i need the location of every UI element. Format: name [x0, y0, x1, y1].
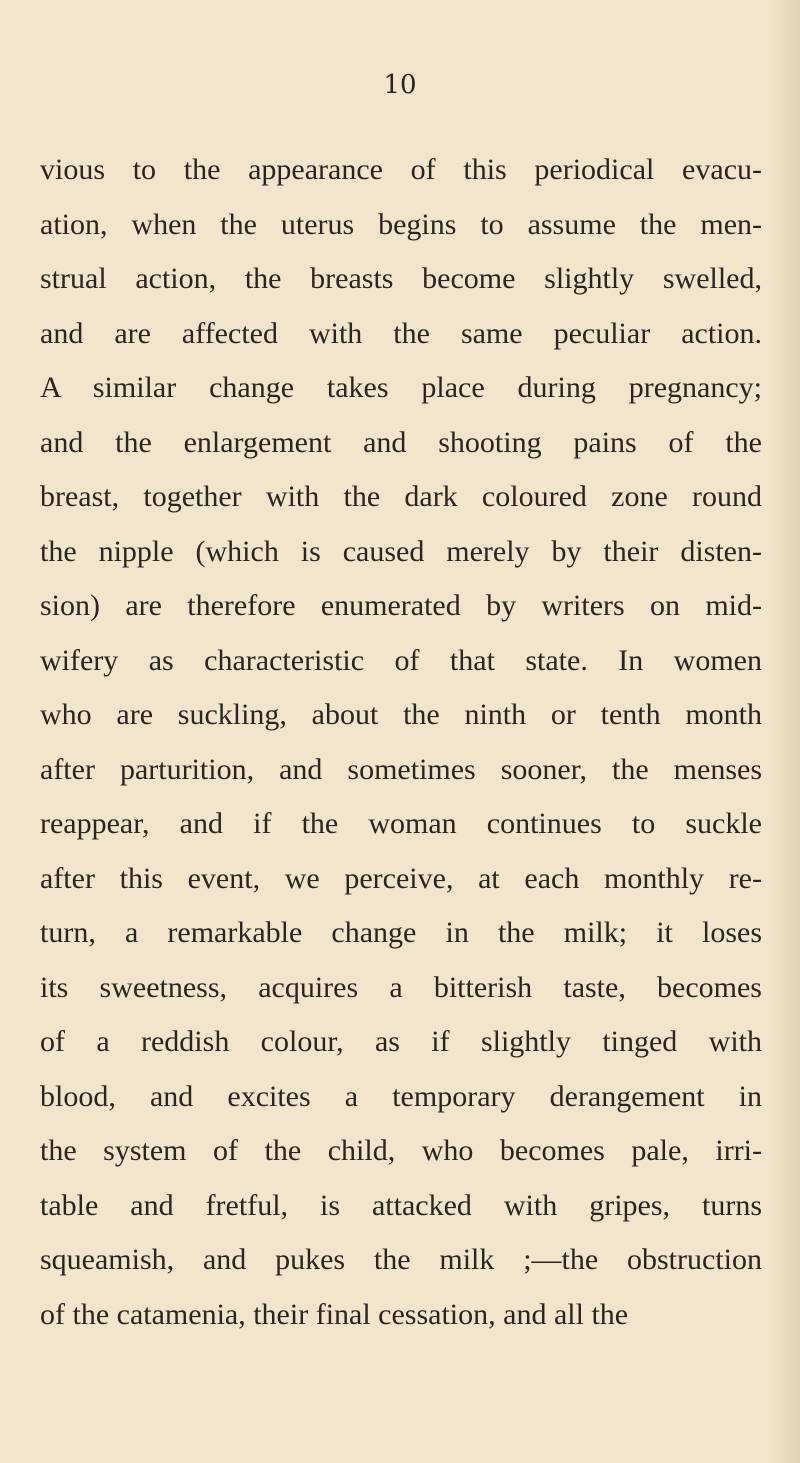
text-line: ation, when the uterus begins to assume the men- — [40, 207, 762, 241]
text-line: sion) are therefore enumerated by writers on mid- — [40, 589, 762, 622]
text-line: and are affected with the same peculiar action. — [40, 316, 762, 350]
text-line: blood, and excites a temporary derangement in — [40, 1079, 762, 1113]
text-line: after parturition, and sometimes sooner, the menses — [40, 752, 762, 786]
text-line: the nipple (which is caused merely by their disten- — [40, 534, 762, 568]
body-text — [40, 143, 762, 1342]
text-line: its sweetness, acquires a bitterish taste, becomes — [40, 970, 762, 1004]
text-line: vious to the appearance of this periodical evacu- — [40, 153, 762, 186]
text-line: after this event, we perceive, at each monthly re- — [40, 861, 762, 895]
text-line: reappear, and if the woman continues to suckle — [40, 807, 762, 840]
text-line: turn, a remarkable change in the milk; it loses — [40, 916, 762, 949]
text-line: of a reddish colour, as if slightly tinged with — [40, 1025, 762, 1058]
text-line: wifery as characteristic of that state. In women — [40, 643, 762, 677]
text-line: the system of the child, who becomes pale, irri- — [40, 1134, 762, 1167]
text-line: who are suckling, about the ninth or tenth month — [40, 698, 762, 731]
text-line: table and fretful, is attacked with gripes, turns — [40, 1188, 762, 1222]
text-line: breast, together with the dark coloured zone round — [40, 480, 762, 513]
page-number: 10 — [383, 70, 417, 100]
text-line: of the catamenia, their final cessation, and all the — [40, 1297, 629, 1331]
text-line: strual action, the breasts become slightly swelled, — [40, 262, 762, 295]
text-line: A similar change takes place during pregnancy; — [40, 371, 762, 404]
text-line: and the enlargement and shooting pains of the — [40, 425, 762, 459]
text-line: squeamish, and pukes the milk ;—the obstruction — [40, 1243, 762, 1276]
